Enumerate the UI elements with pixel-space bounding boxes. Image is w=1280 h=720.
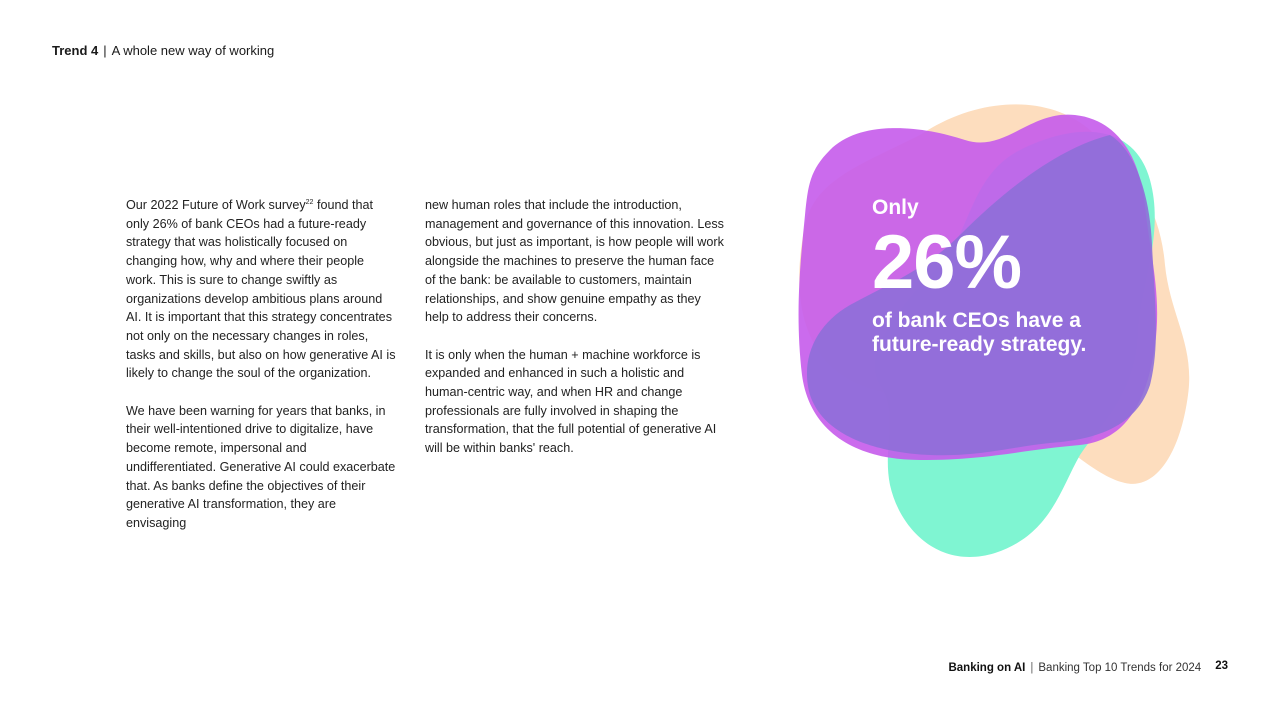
footnote-ref: 22 bbox=[305, 199, 314, 206]
paragraph-text: found that only 26% of bank CEOs had a future-ready strategy that was holistically focused on changing how, why and where their people work. This is sure to change swiftly as organizations develop ambitious plans around AI. It is important that this strategy concentrates not only on the necessary changes in roles, tasks and skills, but also on how generative AI is likely to change the soul of the organization. bbox=[126, 198, 396, 381]
paragraph: new human roles that include the introduction, management and governance of this innovation. Less obvious, but just as important, is how people will work alongside the machines to preserve the human face of the bank: be available to customers, maintain relationships, and show genuine empathy as they help to address their concerns. bbox=[425, 198, 724, 325]
callout-lead: Only bbox=[872, 196, 919, 219]
text-column-left bbox=[126, 196, 396, 551]
text-column-right bbox=[425, 196, 725, 477]
page-footer bbox=[948, 661, 1228, 675]
footer-brand: Banking on AI bbox=[948, 662, 1026, 674]
paragraph bbox=[126, 196, 396, 383]
page-number: 23 bbox=[1215, 660, 1228, 672]
paragraph: It is only when the human + machine workforce is expanded and enhanced in such a holistic and human-centric way, and when HR and change professionals are fully involved in shaping the transformation, that the full potential of generative AI will be within banks' reach. bbox=[425, 347, 717, 456]
header-separator: | bbox=[103, 43, 107, 58]
footer-report-title: Banking Top 10 Trends for 2024 bbox=[1038, 662, 1202, 674]
page-header bbox=[52, 43, 274, 59]
paragraph: We have been warning for years that banks, in their well-intentioned drive to digitalize, have become remote, impersonal and undifferentiated. Generative AI could exacerbate that. As banks define the objectives of their generative AI transformation, they are envisaging bbox=[126, 403, 396, 530]
stat-callout bbox=[872, 195, 1132, 357]
callout-text: of bank CEOs have a future-ready strategy. bbox=[872, 309, 1087, 356]
footer-separator: | bbox=[1030, 662, 1034, 674]
callout-stat: 26% bbox=[872, 220, 1022, 305]
trend-label: Trend 4 bbox=[52, 43, 99, 58]
trend-title: A whole new way of working bbox=[111, 43, 275, 58]
paragraph-text: Our 2022 Future of Work survey bbox=[126, 198, 306, 212]
